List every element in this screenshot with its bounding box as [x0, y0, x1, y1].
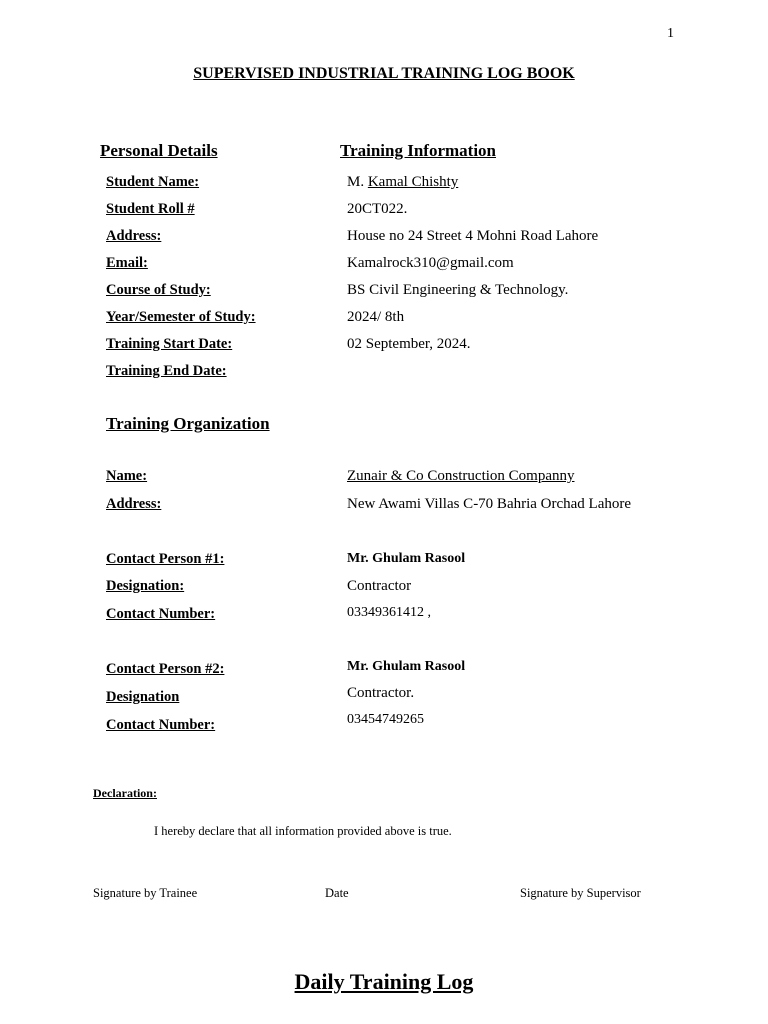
student-name-prefix: M.	[347, 174, 368, 190]
supervisor-signature-label: Signature by Supervisor	[520, 886, 641, 900]
contact2-person-label: Contact Person #2:	[106, 661, 225, 677]
student-name-label: Student Name:	[106, 174, 200, 190]
contact2-number-label: Contact Number:	[106, 717, 216, 733]
roll-label: Student Roll #	[106, 201, 195, 217]
contact1-number-value: 03349361412 ,	[347, 605, 431, 620]
address-value: House no 24 Street 4 Mohni Road Lahore	[347, 228, 599, 244]
declaration-text: I hereby declare that all information provided above is true.	[154, 824, 452, 838]
daily-training-log-heading: Daily Training Log	[294, 969, 474, 994]
contact2-designation-value: Contractor.	[347, 685, 415, 701]
training-information-heading: Training Information	[340, 141, 497, 160]
email-value: Kamalrock310@gmail.com	[347, 255, 514, 271]
document-title: SUPERVISED INDUSTRIAL TRAINING LOG BOOK	[193, 65, 575, 82]
course-value: BS Civil Engineering & Technology.	[347, 282, 569, 298]
contact2-person-value: Mr. Ghulam Rasool	[347, 659, 466, 674]
org-name-label: Name:	[106, 468, 148, 484]
end-date-label: Training End Date:	[106, 363, 227, 379]
trainee-signature-label: Signature by Trainee	[93, 886, 198, 900]
declaration-label: Declaration:	[93, 786, 157, 800]
date-label: Date	[325, 886, 349, 900]
email-label: Email:	[106, 255, 148, 271]
contact2-number-value: 03454749265	[347, 712, 424, 727]
year-value: 2024/ 8th	[347, 309, 405, 325]
org-address-value: New Awami Villas C-70 Bahria Orchad Lahore	[347, 496, 632, 512]
page-number: 1	[667, 26, 674, 41]
student-name: Kamal Chishty	[367, 174, 459, 190]
contact2-designation-label: Designation	[106, 689, 180, 705]
contact1-designation-value: Contractor	[347, 578, 412, 594]
year-label: Year/Semester of Study:	[106, 309, 256, 325]
org-name-value: Zunair & Co Construction Companny	[347, 468, 575, 484]
contact1-person-value: Mr. Ghulam Rasool	[347, 551, 466, 566]
roll-value: 20CT022.	[347, 201, 408, 217]
address-label: Address:	[106, 228, 162, 244]
student-name-value	[347, 174, 458, 191]
start-date-label: Training Start Date:	[106, 336, 233, 352]
personal-details-heading: Personal Details	[100, 141, 218, 160]
contact1-person-label: Contact Person #1:	[106, 551, 225, 567]
contact1-number-label: Contact Number:	[106, 606, 216, 622]
training-organization-heading: Training Organization	[106, 414, 270, 433]
start-date-value: 02 September, 2024.	[347, 336, 471, 352]
course-label: Course of Study:	[106, 282, 211, 298]
org-address-label: Address:	[106, 496, 162, 512]
contact1-designation-label: Designation:	[106, 578, 185, 594]
